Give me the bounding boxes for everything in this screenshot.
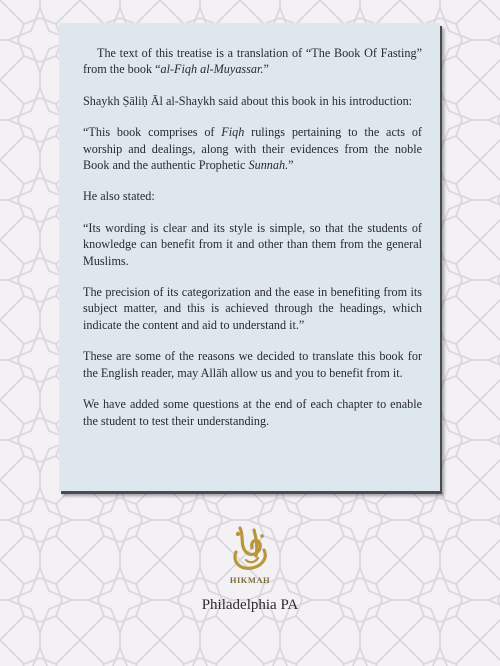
paragraph-quote-1 bbox=[83, 124, 422, 173]
p1-text: The text of this treatise is a translation of “The Book Of Fasting” from the book “ bbox=[83, 46, 422, 77]
book-title-italic: al-Fiqh al-Muyassar. bbox=[160, 62, 264, 77]
description-text-box bbox=[59, 23, 440, 491]
p3-text-b: rulings pertaining to the acts of worship and dealings, along with their evidences from the noble Book and the authentic Prophetic bbox=[83, 125, 422, 173]
fiqh-italic: Fiqh bbox=[221, 125, 245, 140]
publisher-name: HIKMAH bbox=[229, 575, 271, 585]
p3-text-a: “This book comprises of bbox=[83, 125, 222, 140]
p1-close-quote: ” bbox=[263, 62, 269, 77]
paragraph-translation-note bbox=[83, 45, 422, 78]
sunnah-italic: Sunnah. bbox=[248, 158, 289, 173]
paragraph-also-stated: He also stated: bbox=[83, 189, 155, 204]
calligraphy-logo-icon bbox=[200, 522, 300, 578]
publisher-city: Philadelphia PA bbox=[201, 597, 299, 613]
paragraph-shaykh-intro: Shaykh Ṣāliḥ Āl al-Shaykh said about this book in his introduction: bbox=[83, 93, 413, 108]
paragraph-quote-2: “Its wording is clear and its style is simple, so that the students of knowledge can benefit from it and other than them from the general Muslims. bbox=[83, 220, 422, 268]
paragraph-reasons: These are some of the reasons we decided to translate this book for the English reader, may Allāh allow us and you to benefit from it. bbox=[83, 349, 422, 380]
p3-close-quote: ” bbox=[288, 158, 294, 173]
paragraph-questions: We have added some questions at the end of each chapter to enable the student to test their understanding. bbox=[83, 397, 422, 428]
paragraph-quote-3: The precision of its categorization and the ease in benefiting from its subject matter, and this is achieved through the headings, which indicate the content and aid to understand it.” bbox=[83, 285, 422, 332]
